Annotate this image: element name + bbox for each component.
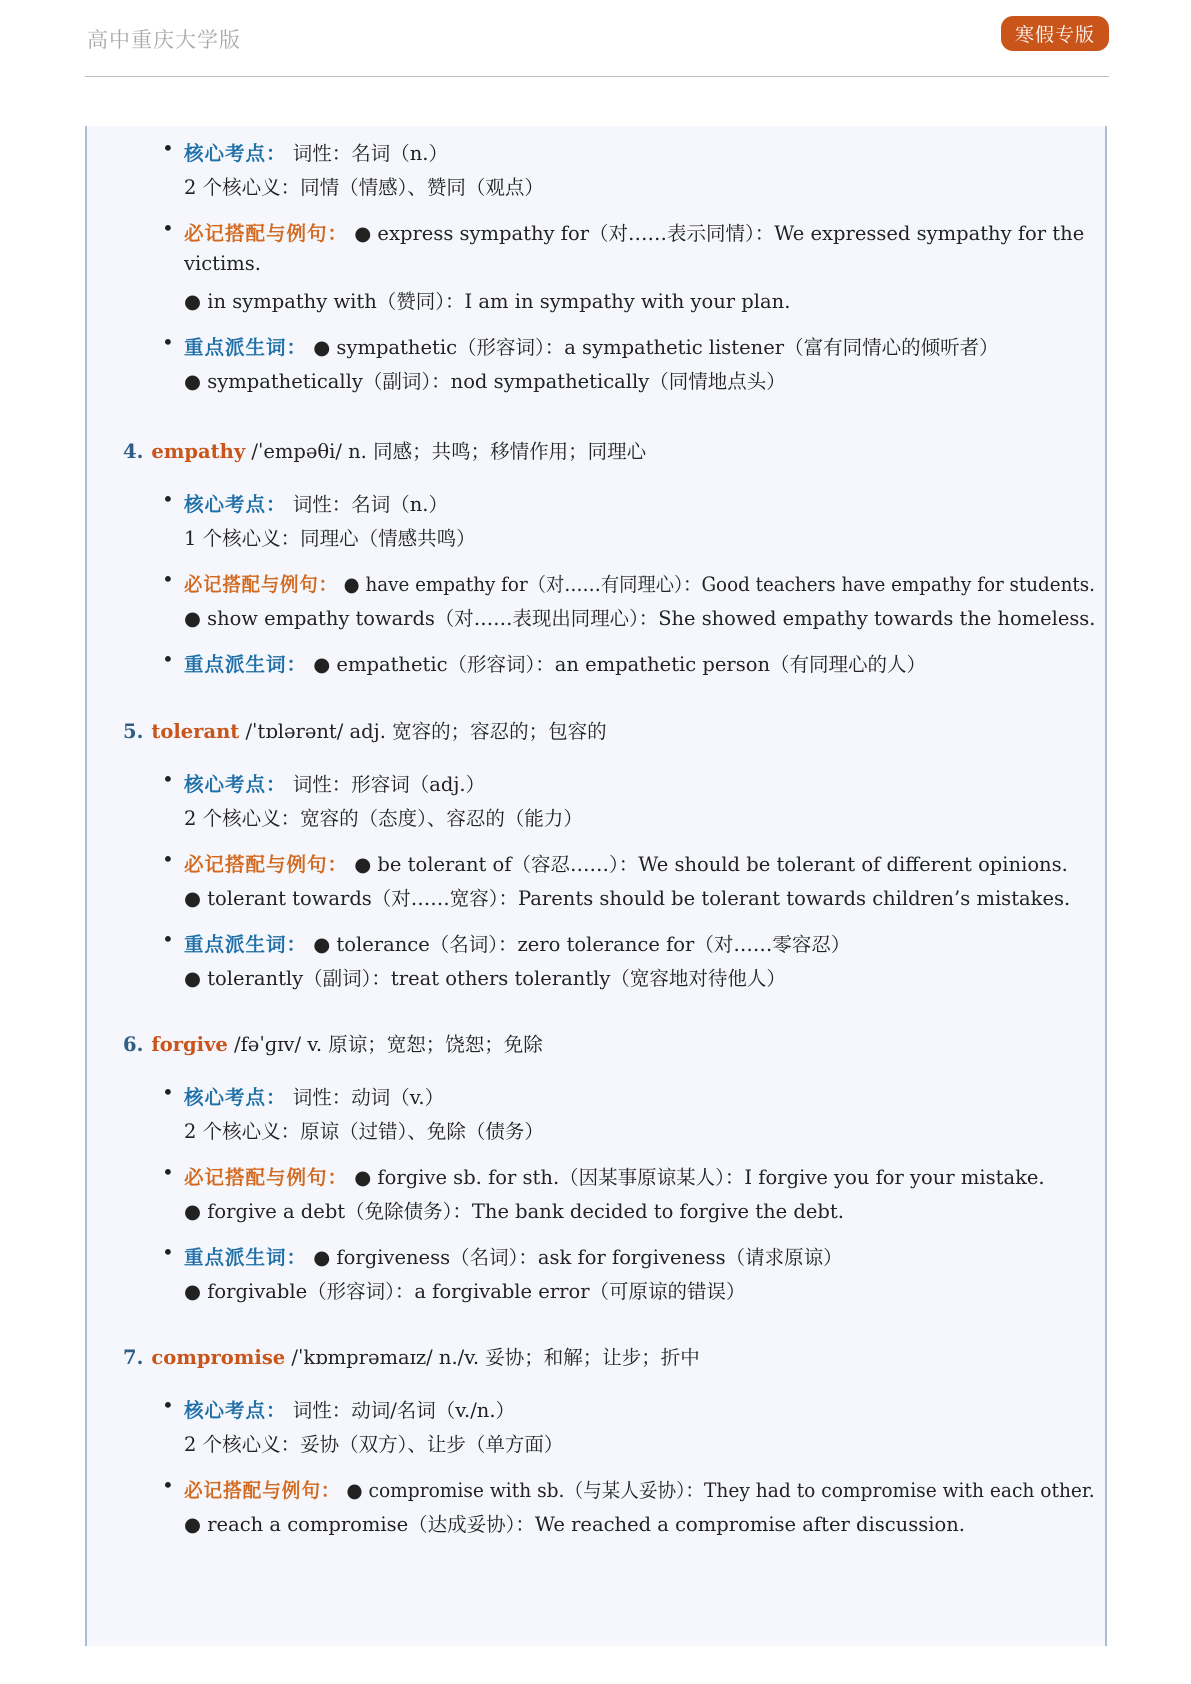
content-panel — [85, 126, 1107, 1646]
entry-word: empathy — [151, 440, 246, 463]
core-meaning: 2 个核心义：妥协（双方）、让步（单方面） — [184, 1433, 564, 1456]
core-meaning: 2 个核心义：宽容的（态度）、容忍的（能力） — [184, 807, 583, 830]
entry-number: 7. — [123, 1346, 144, 1369]
page-header — [85, 0, 1109, 77]
bullet: • — [162, 927, 174, 951]
core-label: 核心考点： — [184, 142, 287, 165]
core-line — [184, 489, 448, 517]
collocation-2: ● in sympathy with（赞同）：I am in sympathy with your plan. — [184, 290, 791, 313]
entry-word: forgive — [151, 1033, 228, 1056]
bullet: • — [162, 647, 174, 671]
core-pos: 词性：名词（n.） — [292, 142, 448, 165]
derivative-line — [184, 1242, 843, 1270]
derivative-label: 重点派生词： — [184, 653, 308, 676]
derivative-1: ● tolerance（名词）：zero tolerance for（对……零容忍） — [313, 933, 851, 956]
core-label: 核心考点： — [184, 1086, 287, 1109]
derivative-line — [184, 649, 926, 677]
core-pos: 词性：名词（n.） — [292, 493, 448, 516]
collocation-line — [184, 218, 1084, 246]
entry-number: 5. — [123, 720, 144, 743]
collocation-label: 必记搭配与例句： — [184, 1166, 349, 1189]
bullet: • — [162, 1473, 174, 1497]
derivative-1: ● forgiveness（名词）：ask for forgiveness（请求原谅） — [313, 1246, 843, 1269]
entry-word: compromise — [151, 1346, 286, 1369]
entry-definition: /fəˈɡɪv/ v. 原谅；宽恕；饶恕；免除 — [234, 1033, 543, 1056]
core-pos: 词性：动词/名词（v./n.） — [292, 1399, 516, 1422]
collocation-2: ● reach a compromise（达成妥协）：We reached a compromise after discussion. — [184, 1513, 965, 1536]
bullet: • — [162, 487, 174, 511]
core-meaning: 2 个核心义：原谅（过错）、免除（债务） — [184, 1120, 544, 1143]
collocation-1: ● compromise with sb.（与某人妥协）：They had to compromise with each other. — [346, 1479, 1095, 1502]
derivative-2: ● tolerantly（副词）：treat others tolerantly（宽容地对待他人） — [184, 967, 786, 990]
entry-definition: /ˈtɒlərənt/ adj. 宽容的；容忍的；包容的 — [245, 720, 607, 743]
bullet: • — [162, 136, 174, 160]
core-meaning: 1 个核心义：同理心（情感共鸣） — [184, 527, 476, 550]
collocation-1: ● forgive sb. for sth.（因某事原谅某人）：I forgive you for your mistake. — [354, 1166, 1045, 1189]
bullet: • — [162, 216, 174, 240]
derivative-label: 重点派生词： — [184, 336, 308, 359]
core-meaning: 2 个核心义：同情（情感）、赞同（观点） — [184, 176, 544, 199]
derivative-1: ● sympathetic（形容词）：a sympathetic listener（富有同情心的倾听者） — [313, 336, 999, 359]
collocation-label: 必记搭配与例句： — [184, 573, 338, 596]
collocation-1: ● be tolerant of（容忍……）：We should be tolerant of different opinions. — [354, 853, 1068, 876]
bullet: • — [162, 847, 174, 871]
entry-number: 6. — [123, 1033, 144, 1056]
collocation-line — [184, 849, 1068, 877]
collocation-line — [184, 1475, 1095, 1503]
bullet: • — [162, 1393, 174, 1417]
entry-number: 4. — [123, 440, 144, 463]
core-pos: 词性：形容词（adj.） — [292, 773, 486, 796]
bullet: • — [162, 1080, 174, 1104]
core-label: 核心考点： — [184, 493, 287, 516]
derivative-label: 重点派生词： — [184, 933, 308, 956]
entry-heading — [123, 1342, 700, 1370]
collocation-2: ● forgive a debt（免除债务）：The bank decided to forgive the debt. — [184, 1200, 844, 1223]
core-label: 核心考点： — [184, 1399, 287, 1422]
derivative-1: ● empathetic（形容词）：an empathetic person（有同理心的人） — [313, 653, 927, 676]
bullet: • — [162, 567, 174, 591]
collocation-label: 必记搭配与例句： — [184, 1479, 341, 1502]
derivative-2: ● forgivable（形容词）：a forgivable error（可原谅的错误） — [184, 1280, 746, 1303]
entry-heading — [123, 1029, 543, 1057]
collocation-1: ● express sympathy for（对……表示同情）：We expressed sympathy for the — [354, 222, 1085, 245]
derivative-line — [184, 332, 999, 360]
entry-word: tolerant — [151, 720, 240, 743]
entry-definition: /ˈkɒmprəmaɪz/ n./v. 妥协；和解；让步；折中 — [291, 1346, 700, 1369]
derivative-2: ● sympathetically（副词）：nod sympathetically（同情地点头） — [184, 370, 786, 393]
entry-heading — [123, 716, 607, 744]
collocation-2: ● show empathy towards（对……表现出同理心）：She showed empathy towards the homeless. — [184, 607, 1096, 630]
core-line — [184, 769, 485, 797]
bullet: • — [162, 330, 174, 354]
bullet: • — [162, 1240, 174, 1264]
core-label: 核心考点： — [184, 773, 287, 796]
collocation-label: 必记搭配与例句： — [184, 222, 349, 245]
collocation-1: ● have empathy for（对……有同理心）：Good teachers have empathy for students. — [343, 573, 1095, 596]
collocation-label: 必记搭配与例句： — [184, 853, 349, 876]
derivative-line — [184, 929, 850, 957]
collocation-2: ● tolerant towards（对……宽容）：Parents should be tolerant towards children’s mistakes. — [184, 887, 1071, 910]
core-line — [184, 1395, 515, 1423]
collocation-line — [184, 1162, 1045, 1190]
core-line — [184, 138, 448, 166]
header-title: 高中重庆大学版 — [87, 28, 241, 52]
core-pos: 词性：动词（v.） — [292, 1086, 445, 1109]
collocation-1-cont: victims. — [184, 252, 261, 275]
core-line — [184, 1082, 444, 1110]
collocation-line — [184, 569, 1095, 597]
bullet: • — [162, 1160, 174, 1184]
derivative-label: 重点派生词： — [184, 1246, 308, 1269]
edition-badge: 寒假专版 — [1001, 16, 1109, 51]
bullet: • — [162, 767, 174, 791]
entry-definition: /ˈempəθi/ n. 同感；共鸣；移情作用；同理心 — [251, 440, 647, 463]
entry-heading — [123, 436, 646, 464]
